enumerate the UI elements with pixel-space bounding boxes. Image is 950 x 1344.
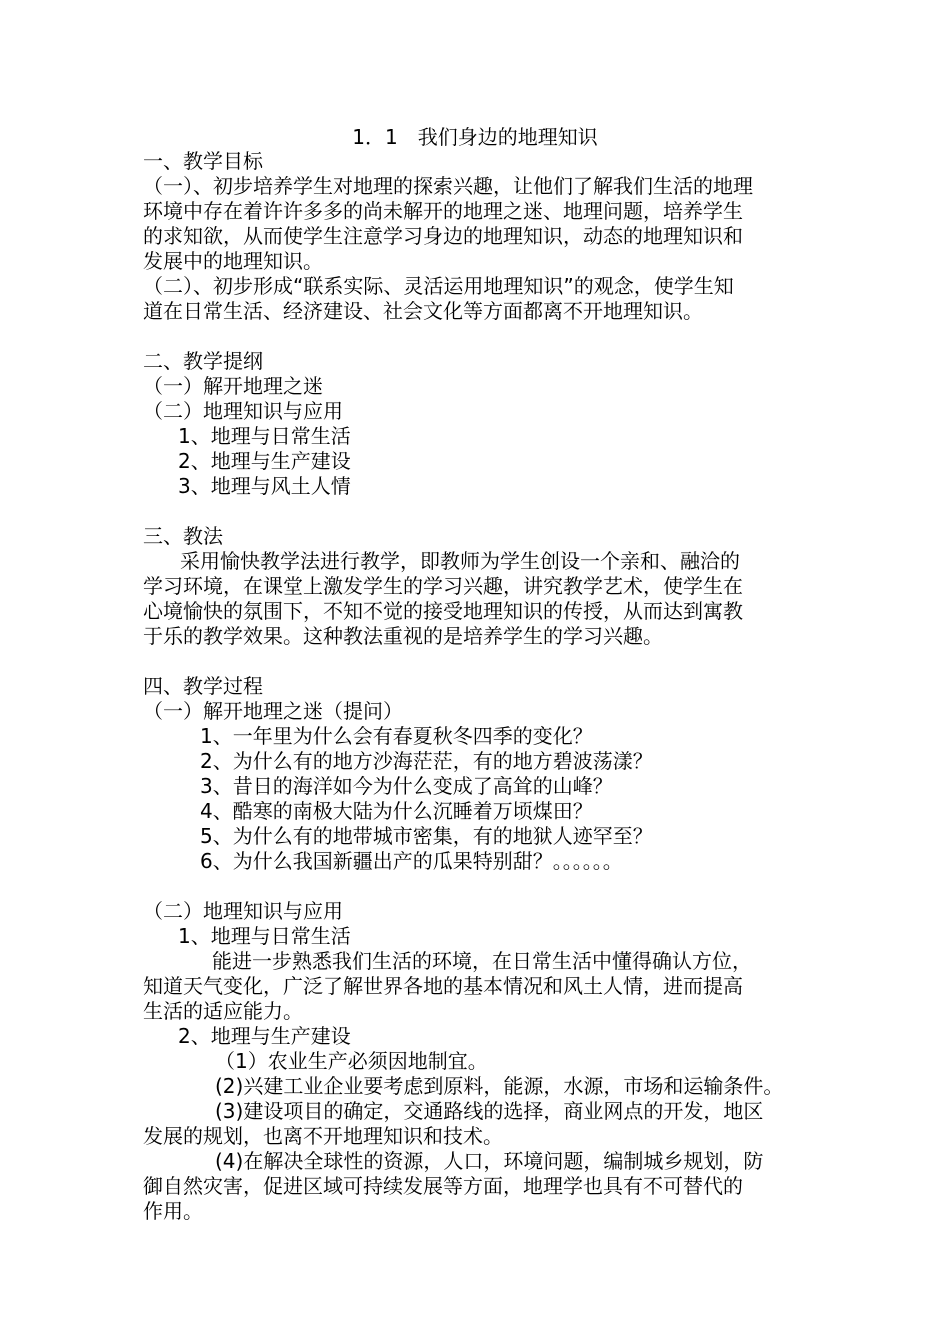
question-item: 1、一年里为什么会有春夏秋冬四季的变化？: [200, 724, 593, 748]
daily-life-paragraph-line: 能进一步熟悉我们生活的环境，在日常生活中懂得确认方位，: [212, 949, 752, 973]
question-item: 6、为什么我国新疆出产的瓜果特别甜？。。。。。。: [200, 849, 623, 873]
question-item: 4、酷寒的南极大陆为什么沉睡着万顷煤田？: [200, 799, 593, 823]
question-item: 2、为什么有的地方沙海茫茫，有的地方碧波荡漾？: [200, 749, 653, 773]
document-title: 1．1 我们身边的地理知识: [352, 125, 598, 149]
outline-subitem: 2、地理与生产建设: [178, 449, 351, 473]
objectives-line: 的求知欲，从而使学生注意学习身边的地理知识，动态的地理知识和: [143, 224, 743, 248]
method-paragraph-line: 心境愉快的氛围下，不知不觉的接受地理知识的传授，从而达到寓教: [143, 599, 743, 623]
section-heading-objectives: 一、教学目标: [143, 149, 263, 173]
objectives-line: （一）、初步培养学生对地理的探索兴趣，让他们了解我们生活的地理: [143, 174, 753, 198]
outline-subitem: 1、地理与日常生活: [178, 424, 351, 448]
subsection-heading: 1、地理与日常生活: [178, 924, 351, 948]
outline-item: （二）地理知识与应用: [143, 399, 343, 423]
objectives-line: 发展中的地理知识。: [143, 249, 323, 273]
outline-item: （一）解开地理之迷: [143, 374, 323, 398]
question-item: 5、为什么有的地带城市密集，有的地狱人迹罕至？: [200, 824, 653, 848]
subsection-heading: 2、地理与生产建设: [178, 1024, 351, 1048]
production-item-line: (2)兴建工业企业要考虑到原料，能源，水源，市场和运输条件。: [215, 1074, 784, 1098]
production-item-line: (4)在解决全球性的资源，人口，环境问题，编制城乡规划，防: [215, 1149, 764, 1173]
section-heading-process: 四、教学过程: [143, 674, 263, 698]
method-paragraph-line: 学习环境，在课堂上激发学生的学习兴趣，讲究教学艺术，使学生在: [143, 574, 743, 598]
question-item: 3、昔日的海洋如今为什么变成了高耸的山峰？: [200, 774, 613, 798]
production-item-line: (3)建设项目的确定，交通路线的选择，商业网点的开发，地区: [215, 1099, 764, 1123]
production-item-line: （1）农业生产必须因地制宜。: [215, 1049, 488, 1073]
section-heading-method: 三、教法: [143, 524, 223, 548]
daily-life-paragraph-line: 知道天气变化，广泛了解世界各地的基本情况和风土人情，进而提高: [143, 974, 743, 998]
objectives-line: 环境中存在着许许多多的尚未解开的地理之迷、地理问题，培养学生: [143, 199, 743, 223]
method-paragraph-line: 采用愉快教学法进行教学，即教师为学生创设一个亲和、融洽的: [180, 549, 740, 573]
process-part-heading: （一）解开地理之迷（提问）: [143, 699, 403, 723]
method-paragraph-line: 于乐的教学效果。这种教法重视的是培养学生的学习兴趣。: [143, 624, 663, 648]
production-item-line: 御自然灾害，促进区域可持续发展等方面，地理学也具有不可替代的: [143, 1174, 743, 1198]
production-item-line: 发展的规划，也离不开地理知识和技术。: [143, 1124, 503, 1148]
production-item-line: 作用。: [143, 1199, 203, 1223]
daily-life-paragraph-line: 生活的适应能力。: [143, 999, 303, 1023]
section-heading-outline: 二、教学提纲: [143, 349, 263, 373]
outline-subitem: 3、地理与风土人情: [178, 474, 351, 498]
objectives-line: （二）、初步形成“联系实际、灵活运用地理知识”的观念，使学生知: [143, 274, 734, 298]
process-part-heading: （二）地理知识与应用: [143, 899, 343, 923]
objectives-line: 道在日常生活、经济建设、社会文化等方面都离不开地理知识。: [143, 299, 703, 323]
